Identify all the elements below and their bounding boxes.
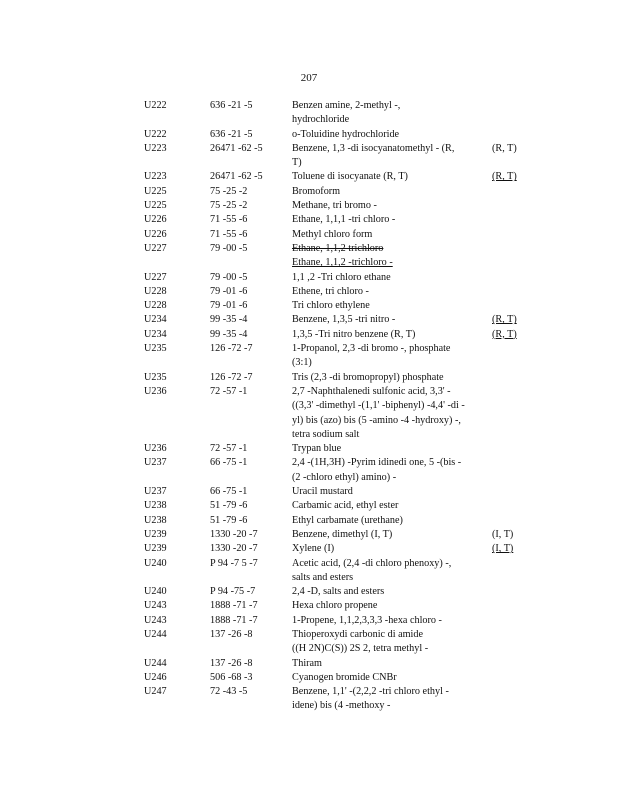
table-row	[144, 628, 532, 657]
table-row	[144, 599, 532, 613]
cas-number: 51 -79 -6	[210, 514, 248, 526]
cas-number: 1888 -71 -7	[210, 614, 258, 626]
hazard-code	[492, 128, 532, 142]
substance-name-line: ((3,3' -dimethyl -(1,1' -biphenyl) -4,4' -di -	[292, 400, 465, 412]
substance-name-line: Bromoform	[292, 185, 341, 197]
substance-name	[292, 456, 492, 485]
hazard-code: (I, T)	[492, 528, 514, 540]
waste-code: U244	[144, 628, 167, 640]
cas-number: 506 -68 -3	[210, 671, 253, 683]
waste-code: U246	[144, 671, 167, 683]
hazard-code	[492, 299, 532, 313]
substance-name	[292, 228, 492, 242]
table-row	[144, 671, 532, 685]
cas-number: 1888 -71 -7	[210, 600, 258, 612]
substance-name	[292, 313, 492, 327]
cas-number: 75 -25 -2	[210, 185, 248, 197]
substance-name-line: Thiram	[292, 657, 322, 669]
table-row	[144, 199, 532, 213]
substance-name-line: hydrochloride	[292, 114, 350, 126]
waste-code: U236	[144, 443, 167, 455]
substance-name-line: Toluene di isocyanate (R, T)	[292, 171, 408, 183]
table-row	[144, 228, 532, 242]
table-row	[144, 499, 532, 513]
waste-code: U237	[144, 457, 167, 469]
substance-name	[292, 142, 492, 171]
substance-name	[292, 499, 492, 513]
table-row	[144, 142, 532, 171]
cas-number: 79 -01 -6	[210, 300, 248, 312]
hazard-code	[492, 657, 532, 671]
hazard-code	[492, 385, 532, 442]
cas-number: P 94 -7 5 -7	[210, 557, 258, 569]
cas-number: 1330 -20 -7	[210, 543, 258, 555]
hazard-code	[492, 499, 532, 513]
table-row	[144, 685, 532, 714]
hazard-code	[492, 342, 532, 371]
waste-code: U223	[144, 142, 167, 154]
hazard-code: (R, T)	[492, 142, 517, 154]
cas-number: 66 -75 -1	[210, 457, 248, 469]
substance-name-line: Benzen amine, 2-methyl -,	[292, 100, 401, 111]
hazard-code: (R, T)	[492, 328, 517, 340]
hazard-code	[492, 271, 532, 285]
cas-number: 126 -72 -7	[210, 371, 253, 383]
substance-name-line: T)	[292, 157, 302, 169]
substance-name-line: Xylene (I)	[292, 543, 335, 555]
cas-number: 72 -43 -5	[210, 686, 248, 698]
waste-code: U240	[144, 557, 167, 569]
hazard-code	[492, 585, 532, 599]
waste-code: U225	[144, 200, 167, 212]
hazard-code	[492, 285, 532, 299]
cas-number: 72 -57 -1	[210, 385, 248, 397]
substance-name-line: Tris (2,3 -di bromopropyl) phosphate	[292, 371, 444, 383]
table-row	[144, 99, 532, 128]
substance-name-line: Benzene, dimethyl (I, T)	[292, 528, 393, 540]
waste-code: U227	[144, 271, 167, 283]
waste-code: U243	[144, 614, 167, 626]
waste-code: U234	[144, 328, 167, 340]
hazard-code	[492, 456, 532, 485]
hazard-code	[492, 557, 532, 586]
hazard-code	[492, 371, 532, 385]
table-row	[144, 342, 532, 371]
waste-code: U243	[144, 600, 167, 612]
substance-name	[292, 271, 492, 285]
substance-name	[292, 614, 492, 628]
waste-code: U222	[144, 100, 167, 111]
table-row	[144, 585, 532, 599]
substance-name	[292, 99, 492, 128]
substance-name-line: Ethene, tri chloro -	[292, 285, 369, 297]
cas-number: 26471 -62 -5	[210, 142, 263, 154]
substance-name-line: Methane, tri bromo -	[292, 200, 377, 212]
waste-code: U240	[144, 586, 167, 598]
table-row	[144, 657, 532, 671]
hazard-code	[492, 99, 532, 128]
cas-number: 26471 -62 -5	[210, 171, 263, 183]
hazard-code: (R, T)	[492, 171, 517, 183]
waste-code: U235	[144, 343, 167, 355]
hazard-code: (R, T)	[492, 314, 517, 326]
substance-name	[292, 385, 492, 442]
hazard-code	[492, 599, 532, 613]
substance-name-line: (2 -chloro ethyl) amino) -	[292, 471, 397, 483]
substance-name-line: 1,3,5 -Tri nitro benzene (R, T)	[292, 328, 416, 340]
hazard-code	[492, 614, 532, 628]
table-row	[144, 299, 532, 313]
cas-number: 79 -01 -6	[210, 285, 248, 297]
cas-number: 75 -25 -2	[210, 200, 248, 212]
substance-name	[292, 671, 492, 685]
substance-name	[292, 328, 492, 342]
substance-name-line: 1-Propanol, 2,3 -di bromo -, phosphate	[292, 343, 451, 355]
table-row	[144, 557, 532, 586]
waste-code: U225	[144, 185, 167, 197]
waste-code: U228	[144, 285, 167, 297]
substance-name	[292, 557, 492, 586]
waste-code-table	[144, 99, 532, 714]
substance-name-line: o-Toluidine hydrochloride	[292, 128, 400, 140]
table-row	[144, 528, 532, 542]
waste-code: U228	[144, 300, 167, 312]
waste-code: U239	[144, 543, 167, 555]
cas-number: 51 -79 -6	[210, 500, 248, 512]
cas-number: 71 -55 -6	[210, 214, 248, 226]
substance-name	[292, 628, 492, 657]
substance-name-line: Benzene, 1,3,5 -tri nitro -	[292, 314, 396, 326]
hazard-code: (I, T)	[492, 543, 514, 555]
waste-code: U226	[144, 214, 167, 226]
waste-code: U238	[144, 500, 167, 512]
substance-name-line: Ethane, 1,1,2 -trichloro -	[292, 257, 393, 269]
hazard-code	[492, 628, 532, 657]
cas-number: 1330 -20 -7	[210, 528, 258, 540]
substance-name-line: Hexa chloro propene	[292, 600, 378, 612]
substance-name-line: 1-Propene, 1,1,2,3,3,3 -hexa chloro -	[292, 614, 442, 626]
hazard-code	[492, 442, 532, 456]
table-row	[144, 185, 532, 199]
substance-name	[292, 599, 492, 613]
table-row	[144, 328, 532, 342]
substance-name-line: Cyanogen bromide CNBr	[292, 671, 397, 683]
substance-name	[292, 242, 492, 271]
table-row	[144, 442, 532, 456]
table-row	[144, 271, 532, 285]
cas-number: 137 -26 -8	[210, 657, 253, 669]
table-row	[144, 456, 532, 485]
hazard-code	[492, 199, 532, 213]
substance-name	[292, 128, 492, 142]
substance-name-line: yl) bis (azo) bis (5 -amino -4 -hydroxy) -,	[292, 414, 461, 426]
substance-name-line: Tri chloro ethylene	[292, 300, 370, 312]
table-row	[144, 542, 532, 556]
cas-number: 71 -55 -6	[210, 228, 248, 240]
waste-code: U223	[144, 171, 167, 183]
waste-code: U244	[144, 657, 167, 669]
substance-name-line: Benzene, 1,3 -di isocyanatomethyl - (R,	[292, 142, 455, 154]
substance-name-line: salts and esters	[292, 571, 354, 583]
substance-name	[292, 442, 492, 456]
table-row	[144, 385, 532, 442]
substance-name-line: 2,4 -(1H,3H) -Pyrim idinedi one, 5 -(bis -	[292, 457, 462, 469]
substance-name	[292, 657, 492, 671]
substance-name	[292, 485, 492, 499]
substance-name-line: Thioperoxydi carbonic di amide	[292, 628, 423, 640]
waste-code: U234	[144, 314, 167, 326]
table-row	[144, 285, 532, 299]
substance-name	[292, 685, 492, 714]
hazard-code	[492, 213, 532, 227]
cas-number: P 94 -75 -7	[210, 586, 256, 598]
cas-number: 99 -35 -4	[210, 328, 248, 340]
cas-number: 99 -35 -4	[210, 314, 248, 326]
substance-name-line: ((H 2N)C(S)) 2S 2, tetra methyl -	[292, 643, 429, 655]
table-row	[144, 213, 532, 227]
cas-number: 79 -00 -5	[210, 271, 248, 283]
substance-name	[292, 542, 492, 556]
cas-number: 636 -21 -5	[210, 100, 253, 111]
substance-name	[292, 170, 492, 184]
substance-name-line: idene) bis (4 -methoxy -	[292, 700, 391, 712]
substance-name-line: 2,4 -D, salts and esters	[292, 586, 385, 598]
hazard-code	[492, 185, 532, 199]
table-row	[144, 170, 532, 184]
substance-name-line: 1,1 ,2 -Tri chloro ethane	[292, 271, 391, 283]
waste-code: U238	[144, 514, 167, 526]
table-row	[144, 313, 532, 327]
substance-name	[292, 342, 492, 371]
substance-name-line: Ethane, 1,1,1 -tri chloro -	[292, 214, 396, 226]
table-row	[144, 514, 532, 528]
table-row	[144, 242, 532, 271]
substance-name-line: Ethane, 1,1,2 trichloro	[292, 242, 384, 254]
hazard-code	[492, 685, 532, 714]
substance-name	[292, 213, 492, 227]
hazard-code	[492, 228, 532, 242]
hazard-code	[492, 671, 532, 685]
substance-name-line: Uracil mustard	[292, 486, 353, 498]
substance-name	[292, 299, 492, 313]
waste-code: U226	[144, 228, 167, 240]
substance-name	[292, 371, 492, 385]
substance-name-line: Acetic acid, (2,4 -di chloro phenoxy) -,	[292, 557, 452, 569]
cas-number: 126 -72 -7	[210, 343, 253, 355]
waste-code: U236	[144, 385, 167, 397]
substance-name-line: tetra sodium salt	[292, 428, 360, 440]
cas-number: 72 -57 -1	[210, 443, 248, 455]
table-row	[144, 614, 532, 628]
table-row	[144, 128, 532, 142]
hazard-code	[492, 242, 532, 271]
table-row	[144, 485, 532, 499]
substance-name-line: Trypan blue	[292, 443, 342, 455]
hazard-code	[492, 485, 532, 499]
cas-number: 636 -21 -5	[210, 128, 253, 140]
cas-number: 79 -00 -5	[210, 242, 248, 254]
waste-code: U222	[144, 128, 167, 140]
page-number: 207	[300, 72, 318, 84]
hazard-code	[492, 514, 532, 528]
waste-code: U235	[144, 371, 167, 383]
substance-name	[292, 199, 492, 213]
substance-name	[292, 528, 492, 542]
substance-name-line: Benzene, 1,1' -(2,2,2 -tri chloro ethyl -	[292, 686, 449, 698]
waste-code: U237	[144, 486, 167, 498]
substance-name-line: Carbamic acid, ethyl ester	[292, 500, 399, 512]
substance-name-line: 2,7 -Naphthalenedi sulfonic acid, 3,3' -	[292, 385, 451, 397]
waste-code: U247	[144, 686, 167, 698]
substance-name-line: (3:1)	[292, 357, 312, 369]
waste-code: U239	[144, 528, 167, 540]
substance-name	[292, 285, 492, 299]
substance-name	[292, 514, 492, 528]
cas-number: 66 -75 -1	[210, 486, 248, 498]
waste-code: U227	[144, 242, 167, 254]
substance-name	[292, 585, 492, 599]
substance-name	[292, 185, 492, 199]
cas-number: 137 -26 -8	[210, 628, 253, 640]
table-row	[144, 371, 532, 385]
substance-name-line: Ethyl carbamate (urethane)	[292, 514, 403, 526]
substance-name-line: Methyl chloro form	[292, 228, 373, 240]
